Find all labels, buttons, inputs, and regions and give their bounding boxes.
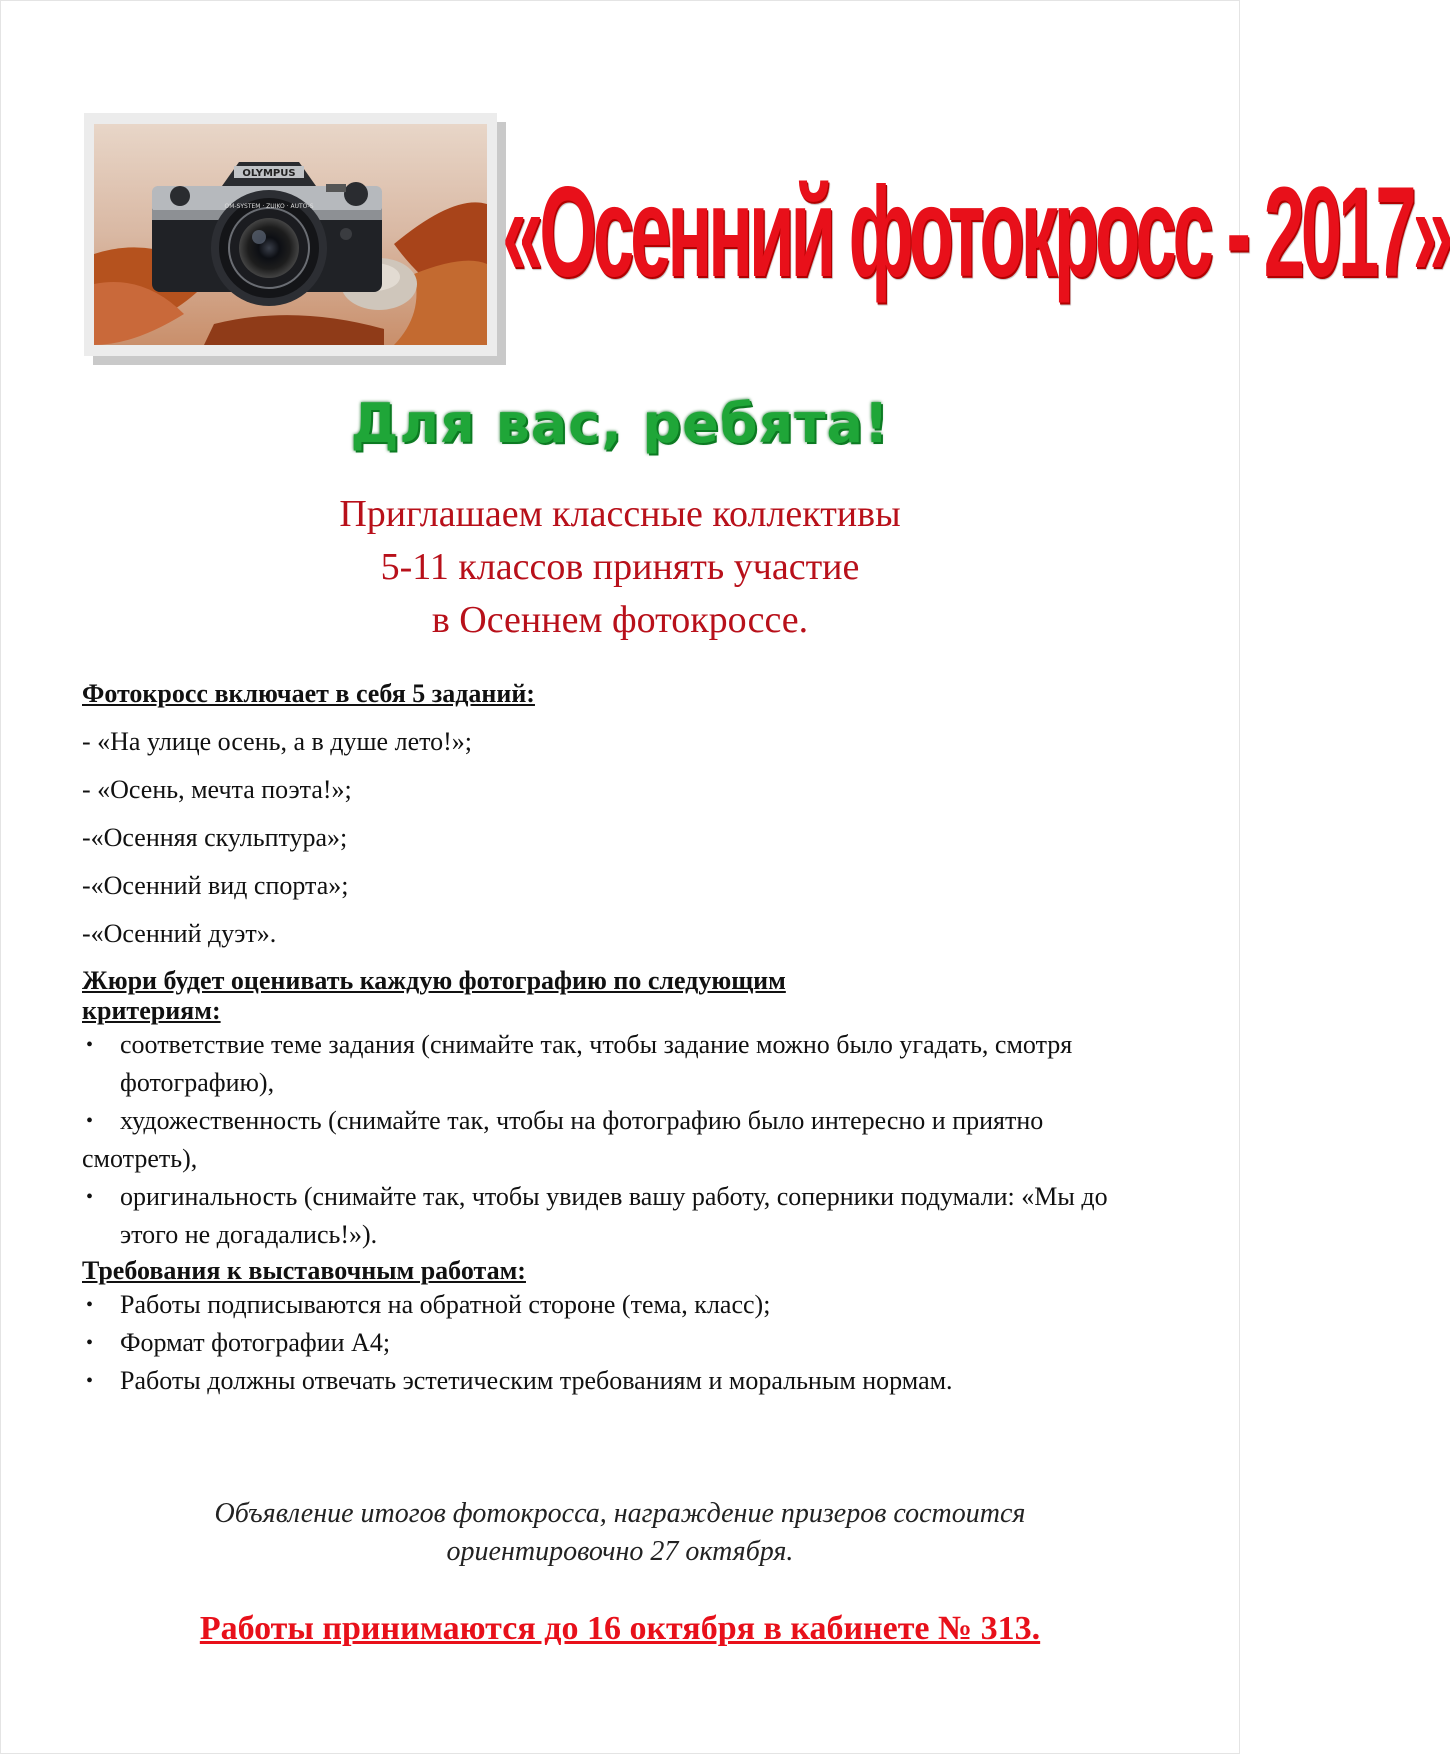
camera-brand-label: OLYMPUS bbox=[242, 168, 296, 179]
requirements-list bbox=[82, 1286, 1162, 1400]
criteria-list bbox=[82, 1026, 1162, 1254]
requirement-item: • Работы должны отвечать эстетическим требованиям и моральным нормам. bbox=[82, 1362, 1162, 1400]
task-item: -«Осенний дуэт». bbox=[82, 919, 277, 948]
camera-photo-frame bbox=[84, 113, 497, 356]
criteria-item: • художественность (снимайте так, чтобы на фотографию было интересно и приятно смотреть), bbox=[82, 1102, 1162, 1178]
criteria-heading-line-1: Жюри будет оценивать каждую фотографию по следующим bbox=[82, 966, 786, 995]
results-line-2: ориентировочно 27 октября. bbox=[446, 1536, 794, 1567]
task-item: -«Осенний вид спорта»; bbox=[82, 871, 349, 900]
greeting-heading: Для вас, ребята! bbox=[350, 392, 890, 455]
camera-photo bbox=[94, 124, 487, 345]
invitation-line-3: в Осеннем фотокроссе. bbox=[431, 599, 809, 641]
task-item: -«Осенняя скульптура»; bbox=[82, 823, 348, 852]
task-item: - «На улице осень, а в душе лето!»; bbox=[82, 727, 473, 756]
submission-deadline: Работы принимаются до 16 октября в кабинете № 313. bbox=[199, 1610, 1041, 1647]
invitation-text bbox=[0, 488, 1240, 647]
requirements-heading: Требования к выставочным работам: bbox=[82, 1256, 526, 1285]
poster-title: «Осенний фотокросс - 2017» bbox=[502, 161, 1450, 304]
task-item: - «Осень, мечта поэта!»; bbox=[82, 775, 352, 804]
criteria-item: • соответствие теме задания (снимайте так, чтобы задание можно было угадать, смотря фотографию), bbox=[82, 1026, 1162, 1102]
invitation-line-2: 5-11 классов принять участие bbox=[380, 546, 860, 588]
rules-section bbox=[82, 670, 1162, 1400]
criteria-item: • оригинальность (снимайте так, чтобы увидев вашу работу, соперники подумали: «Мы до этого не догадались!»). bbox=[82, 1178, 1162, 1254]
invitation-line-1: Приглашаем классные коллективы bbox=[339, 493, 901, 535]
camera-illustration bbox=[94, 124, 487, 345]
tasks-heading: Фотокросс включает в себя 5 заданий: bbox=[82, 679, 535, 708]
requirement-item: • Работы подписываются на обратной стороне (тема, класс); bbox=[82, 1286, 1162, 1324]
results-announcement bbox=[0, 1495, 1240, 1571]
criteria-heading-line-2: критериям: bbox=[82, 996, 221, 1025]
lens-ring-text: OM-SYSTEM · ZUIKO · AUTO-S bbox=[224, 203, 314, 210]
results-line-1: Объявление итогов фотокросса, награждение призеров состоится bbox=[214, 1498, 1026, 1529]
requirement-item: • Формат фотографии А4; bbox=[82, 1324, 1162, 1362]
